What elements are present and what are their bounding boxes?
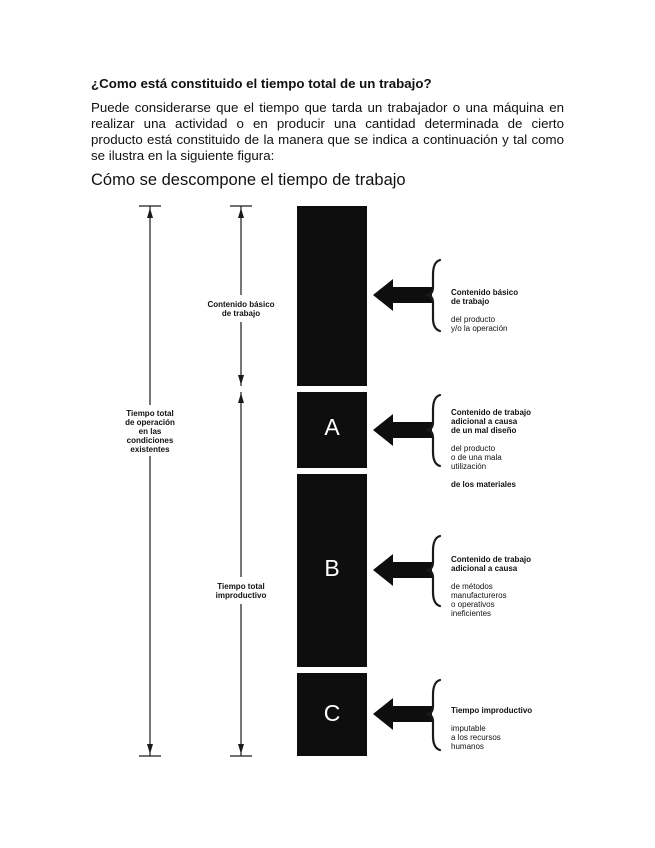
total-time-dimension-line bbox=[139, 206, 161, 756]
unproductive-dimension-line bbox=[230, 392, 252, 756]
segment-b-description-normal: de métodos manufactureros o operativos ineficientes bbox=[451, 582, 507, 618]
page-heading: ¿Como está constituido el tiempo total de un trabajo? bbox=[91, 76, 432, 91]
segment-a-description-normal: del producto o de una mala utilización bbox=[451, 444, 502, 471]
segment-a-letter: A bbox=[324, 414, 340, 440]
segment-b-description-bold: Contenido de trabajo adicional a causa bbox=[451, 555, 531, 573]
arrow-b-icon bbox=[373, 554, 432, 586]
basic-work-dimension-line bbox=[230, 206, 252, 386]
segment-a-description-bold-end: de los materiales bbox=[451, 480, 516, 489]
arrow-a-icon bbox=[373, 414, 432, 446]
unproductive-time-label: Tiempo total improductivo bbox=[215, 582, 267, 600]
basic-work-description-bold: Contenido básico de trabajo bbox=[451, 288, 519, 306]
arrow-basic-icon bbox=[373, 279, 432, 311]
total-time-label: Tiempo total de operación en las condiciones existentes bbox=[125, 409, 175, 454]
basic-work-description bbox=[451, 279, 518, 342]
brace-b-icon bbox=[426, 536, 440, 606]
brace-c-icon bbox=[426, 680, 440, 750]
figure-title: Cómo se descompone el tiempo de trabajo bbox=[91, 171, 406, 189]
segment-c-description-normal: imputable a los recursos humanos bbox=[451, 724, 501, 751]
basic-work-description-normal: del producto y/o la operación bbox=[451, 315, 508, 333]
brace-basic-icon bbox=[426, 260, 440, 331]
segment-c-description-bold: Tiempo improductivo bbox=[451, 706, 533, 715]
basic-work-block bbox=[297, 206, 367, 386]
segment-c-letter: C bbox=[323, 700, 341, 726]
segment-b-letter: B bbox=[324, 555, 340, 581]
segment-a-description bbox=[451, 399, 531, 498]
intro-paragraph: Puede considerarse que el tiempo que tarda un trabajador o una máquina en realizar una actividad o en producir una cantidad determinada de cierto producto está constituido de la manera que se indica a continuación y tal como se ilustra en la siguiente figura: bbox=[91, 100, 564, 163]
segment-b-description bbox=[451, 546, 531, 627]
basic-work-label: Contenido básico de trabajo bbox=[207, 300, 275, 318]
segment-a-description-bold: Contenido de trabajo adicional a causa de un mal diseño bbox=[451, 408, 531, 435]
arrow-c-icon bbox=[373, 698, 432, 730]
segment-c-description bbox=[451, 697, 532, 760]
brace-a-icon bbox=[426, 395, 440, 466]
